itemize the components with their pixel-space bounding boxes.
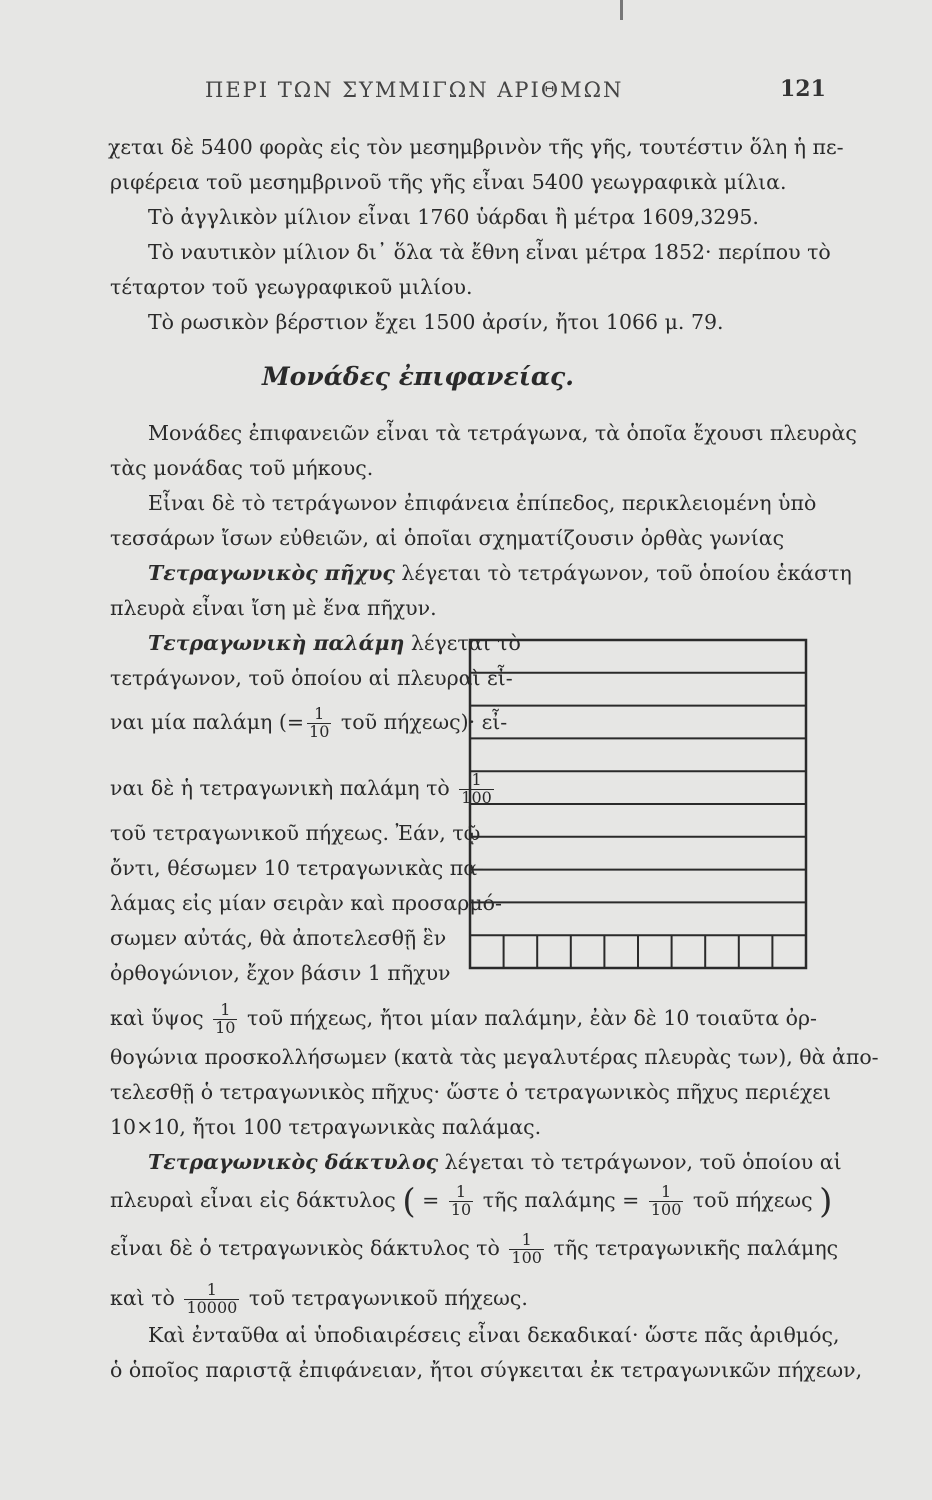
equals-sign: = [422,1187,440,1212]
text-fragment: εἶναι δὲ ὁ τετραγωνικὸς δάκτυλος τὸ [110,1235,500,1260]
text-line: σωμεν αὐτάς, θὰ ἀποτελεσθῇ ἓν [110,926,447,950]
text-line-with-fraction [110,706,507,741]
text-line: τοῦ τετραγωνικοῦ πήχεως. Ἐάν, τῷ [110,821,481,845]
fraction-one-hundredth: $\frac{1}{100}$ [461,770,492,807]
text-fragment: καὶ τὸ [110,1285,175,1310]
square-cubit-diagram [466,636,810,972]
text-fragment: καὶ ὕψος [110,1005,204,1030]
text-line-with-fraction [110,1181,833,1222]
term-square-palm: Τετραγωνικὴ παλάμη [148,631,405,655]
definition-text: λέγεται τὸ τετράγωνον, τοῦ ὁποίου ἑκάστη [401,561,852,585]
fraction-one-ten-thousandth: $\frac{1}{10000}$ [186,1280,238,1317]
text-line: 10×10, ἤτοι 100 τετραγωνικὰς παλάμας. [110,1115,542,1139]
definition-text: λέγεται τὸ [410,631,521,655]
text-line: θογώνια προσκολλήσωμεν (κατὰ τὰς μεγαλυτέρας πλευρὰς των), θὰ ἀπο- [110,1045,879,1069]
page-header [0,74,932,114]
term-square-finger: Τετραγωνικὸς δάκτυλος [148,1150,439,1174]
text-line-with-fraction [110,772,497,807]
text-line: Καὶ ἐνταῦθα αἱ ὑποδιαιρέσεις εἶναι δεκαδικαί· ὥστε πᾶς ἀριθμός, [148,1323,840,1347]
text-line-with-fraction [110,1232,838,1267]
fraction-one-hundredth: $\frac{1}{100}$ [650,1182,682,1219]
definition-line [148,563,852,584]
text-fragment: τοῦ πήχεως)· εἶ- [340,709,508,734]
text-line: Τὸ ἀγγλικὸν μίλιον εἶναι 1760 ὑάρδαι ἢ μέτρα 1609,3295. [148,205,759,229]
text-line: τετράγωνον, τοῦ ὁποίου αἱ πλευραὶ εἶ- [110,666,513,690]
text-line: ὀρθογώνιον, ἔχον βάσιν 1 πῆχυν [110,961,451,985]
running-title: ΠΕΡΙ ΤΩΝ ΣΥΜΜΙΓΩΝ ΑΡΙΘΜΩΝ [205,78,624,102]
page-number: 121 [780,76,826,102]
text-fragment: ναι μία παλάμη (= [110,709,305,734]
text-line: τεσσάρων ἴσων εὐθειῶν, αἱ ὁποῖαι σχηματίζουσιν ὀρθὰς γωνίας [110,526,785,550]
definition-line [148,633,521,654]
text-fragment: τοῦ τετραγωνικοῦ πήχεως. [248,1285,528,1310]
text-fragment: πλευραὶ εἶναι εἰς δάκτυλος [110,1187,396,1212]
fraction-one-tenth: $\frac{1}{10}$ [309,704,330,741]
term-square-cubit: Τετραγωνικὸς πῆχυς [148,561,395,585]
text-line: τέταρτον τοῦ γεωγραφικοῦ μιλίου. [110,275,473,299]
text-line: λάμας εἰς μίαν σειρὰν καὶ προσαρμό- [110,891,502,915]
text-fragment: ναι δὲ ἡ τετραγωνικὴ παλάμη τὸ [110,775,450,800]
diagram-svg [466,636,810,972]
open-paren: ( [402,1181,416,1222]
close-paren: ) [819,1181,833,1222]
fraction-one-tenth: $\frac{1}{10}$ [450,1182,472,1219]
text-line: Τὸ ρωσικὸν βέρστιον ἔχει 1500 ἀρσίν, ἤτοι 1066 μ. 79. [148,310,724,334]
text-fragment: τῆς παλάμης = [482,1187,640,1212]
text-fragment: τῆς τετραγωνικῆς παλάμης [553,1235,839,1260]
text-fragment: τοῦ πήχεως [692,1187,813,1212]
definition-line [148,1152,842,1173]
text-line: Τὸ ναυτικὸν μίλιον δι᾽ ὅλα τὰ ἔθνη εἶναι μέτρα 1852· περίπου τὸ [148,240,831,264]
definition-text: λέγεται τὸ τετράγωνον, τοῦ ὁποίου αἱ [444,1150,842,1174]
text-line: ὄντι, θέσωμεν 10 τετραγωνικὰς πα- [110,856,484,880]
text-line-with-fraction [110,1002,817,1037]
text-line: τὰς μονάδας τοῦ μήκους. [110,456,374,480]
text-line: πλευρὰ εἶναι ἴση μὲ ἕνα πῆχυν. [110,596,437,620]
section-heading: Μονάδες ἐπιφανείας. [262,362,574,391]
text-line: Εἶναι δὲ τὸ τετράγωνον ἐπιφάνεια ἐπίπεδος, περικλειομένη ὑπὸ [148,491,817,515]
text-line: Μονάδες ἐπιφανειῶν εἶναι τὰ τετράγωνα, τὰ ὁποῖα ἔχουσι πλευρὰς [148,421,857,445]
text-line: τελεσθῇ ὁ τετραγωνικὸς πῆχυς· ὥστε ὁ τετραγωνικὸς πῆχυς περιέχει [110,1080,831,1104]
fraction-one-tenth: $\frac{1}{10}$ [215,1000,236,1037]
text-line: χεται δὲ 5400 φορὰς εἰς τὸν μεσημβρινὸν τῆς γῆς, τουτέστιν ὅλη ἡ πε- [108,135,844,159]
text-fragment: τοῦ πήχεως, ἤτοι μίαν παλάμην, ἐὰν δὲ 10 τοιαῦτα ὀρ- [247,1005,817,1030]
text-line-with-fraction [110,1282,528,1317]
text-line: ὁ ὁποῖος παριστᾷ ἐπιφάνειαν, ἤτοι σύγκειται ἐκ τετραγωνικῶν πήχεων, [110,1358,863,1382]
fraction-one-hundredth: $\frac{1}{100}$ [511,1230,542,1267]
page-mark [620,0,623,20]
text-line: ριφέρεια τοῦ μεσημβρινοῦ τῆς γῆς εἶναι 5400 γεωγραφικὰ μίλια. [110,170,787,194]
